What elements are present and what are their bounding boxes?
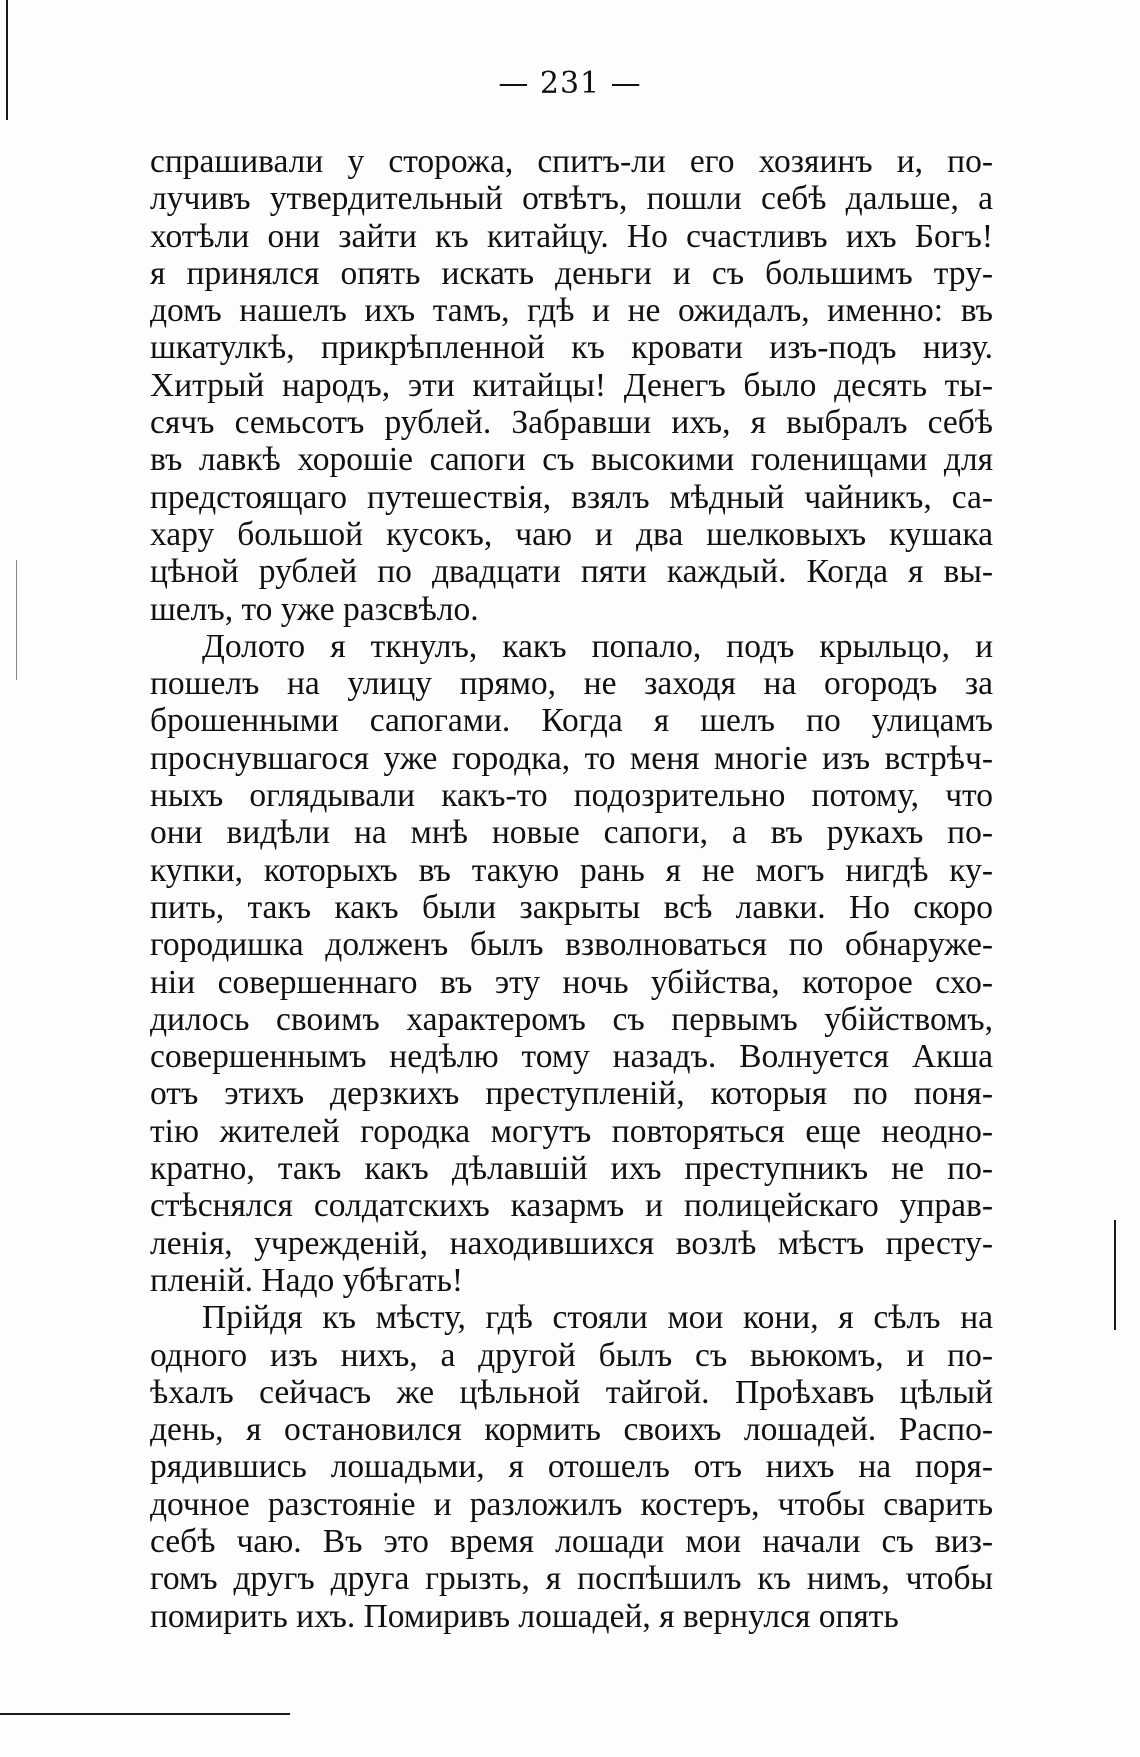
page-edge-left-faint [16,560,17,680]
text-line: пленій. Надо убѣгать! [150,1261,464,1299]
text-line: въ лавкѣ хорошіе сапоги съ высокими голенищами для [150,441,993,479]
text-line: цѣной рублей по двадцати пяти каждый. Когда я вы- [150,553,993,591]
text-line: я принялся опять искать деньги и съ большимъ тру- [150,254,993,292]
text-line: лучивъ утвердительный отвѣтъ, пошли себѣ дальше, а [150,180,993,218]
text-line: купки, которыхъ въ такую рань я не могъ нигдѣ ку- [150,851,993,889]
text-line: дилось своимъ характеромъ съ первымъ убійствомъ, [150,1000,993,1038]
text-line: ныхъ оглядывали какъ-то подозрительно потому, что [150,777,993,815]
page-number: — 231 — [498,66,642,101]
text-line: дочное разстояніе и разложилъ костеръ, чтобы сварить [150,1485,993,1523]
text-line: рядившись лошадьми, я отошелъ отъ нихъ на поря- [150,1448,993,1486]
text-line: гомъ другъ друга грызть, я поспѣшилъ къ нимъ, чтобы [150,1560,993,1598]
text-line: себѣ чаю. Въ это время лошади мои начали съ виз- [150,1522,993,1560]
text-line: Долото я ткнулъ, какъ попало, подъ крыльцо, и [202,627,993,665]
text-line: сячъ семьсотъ рублей. Забравши ихъ, я выбралъ себѣ [150,404,993,442]
text-line: спрашивали у сторожа, спитъ-ли его хозяинъ и, по- [150,143,993,180]
text-line: одного изъ нихъ, а другой былъ съ вьюкомъ, и по- [150,1336,993,1374]
text-line: пить, такъ какъ были закрыты всѣ лавки. Но скоро [150,888,993,926]
text-line: помирить ихъ. Помиривъ лошадей, я вернулся опять [150,1597,899,1635]
text-line: кратно, такъ какъ дѣлавшій ихъ преступникъ не по- [150,1150,993,1188]
page-edge-bottom [0,1713,290,1715]
text-line: день, я остановился кормить своихъ лошадей. Распо- [150,1411,993,1449]
text-line: шкатулкѣ, прикрѣпленной къ кровати изъ-подъ низу. [150,329,993,367]
text-line: стѣснялся солдатскихъ казармъ и полицейскаго управ- [150,1187,993,1225]
page-edge-right [1114,1220,1116,1330]
text-line: они видѣли на мнѣ новые сапоги, а въ рукахъ по- [150,814,993,852]
text-line: шелъ, то уже разсвѣло. [150,590,479,628]
text-line: тію жителей городка могутъ повторяться еще неодно- [150,1112,993,1150]
text-line: отъ этихъ дерзкихъ преступленій, которыя по поня- [150,1075,993,1113]
text-line: брошенными сапогами. Когда я шелъ по улицамъ [150,702,993,740]
text-line: ѣхалъ сейчасъ же цѣльной тайгой. Проѣхавъ цѣлый [150,1373,993,1411]
text-line: городишка долженъ былъ взволноваться по обнаруже- [150,926,993,964]
text-line: предстоящаго путешествія, взялъ мѣдный чайникъ, са- [150,478,993,516]
text-line: пошелъ на улицу прямо, не заходя на огородъ за [150,665,993,703]
page-edge-left [6,0,8,120]
text-line: ніи совершеннаго въ эту ночь убійства, которое схо- [150,963,993,1001]
text-line: ленія, учрежденій, находившихся возлѣ мѣстъ престу- [150,1224,993,1262]
text-line: домъ нашелъ ихъ тамъ, гдѣ и не ожидалъ, именно: въ [150,292,993,330]
text-line: Прійдя къ мѣсту, гдѣ стояли мои кони, я сѣлъ на [202,1299,993,1337]
text-line: Хитрый народъ, эти китайцы! Денегъ было десять ты- [150,366,993,404]
body-text [150,143,993,1635]
text-line: совершеннымъ недѣлю тому назадъ. Волнуется Акша [150,1038,993,1076]
text-line: проснувшагося уже городка, то меня многіе изъ встрѣч- [150,739,993,777]
text-line: хотѣли они зайти къ китайцу. Но счастливъ ихъ Богъ! [150,217,993,255]
text-line: хару большой кусокъ, чаю и два шелковыхъ кушака [150,515,993,553]
